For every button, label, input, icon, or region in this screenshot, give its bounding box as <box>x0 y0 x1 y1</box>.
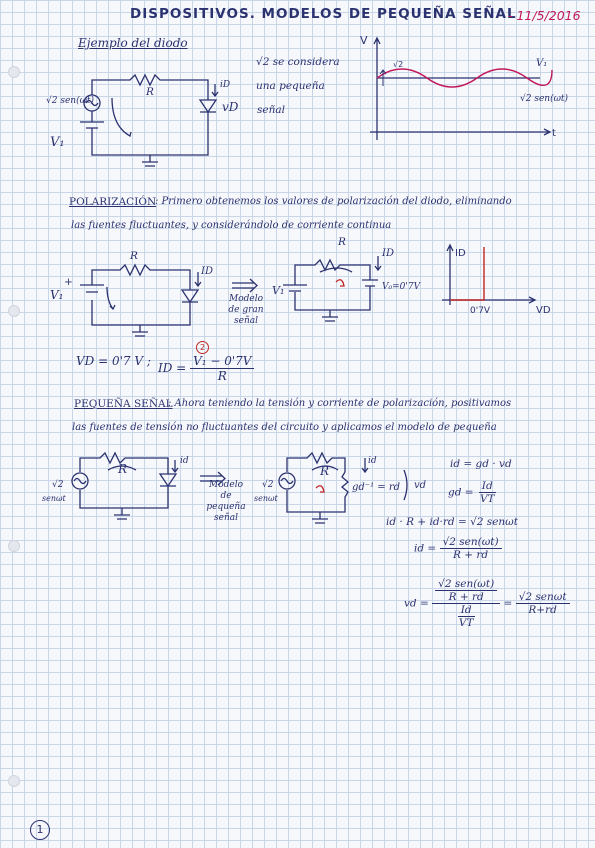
note-line-1: √2 se considera <box>256 56 340 68</box>
polarizacion-text-line-1: : Primero obtenemos los valores de polarización del diodo, eliminando <box>155 196 512 207</box>
section-heading-example: Ejemplo del diodo <box>78 36 188 50</box>
page-date: - 11/5/2016 <box>508 8 581 23</box>
dc-battery-label: V₁ <box>50 288 64 302</box>
diode-voltage-word: señal <box>257 104 285 116</box>
battery-label: V₁ <box>50 135 65 150</box>
diode-current-label: iD <box>220 80 231 90</box>
polarizacion-text-line-2: las fuentes fluctuantes, y considerándolo de corriente continua <box>71 220 392 231</box>
ss-source-label: √2 <box>52 480 64 490</box>
page-number: 1 <box>30 820 50 840</box>
eq-id-result: id = $\frac{\text{√2 sen(ωt)}}{R + rd}$ <box>414 536 502 561</box>
eq-vd: VD = 0'7 V ; <box>76 354 151 368</box>
eq-id: ID = $\frac{\text{V₁ − 0'7V}}{R}$ <box>158 354 254 383</box>
dc-current-label: ID <box>201 266 213 277</box>
page-title: DISPOSITIVOS. MODELOS DE PEQUEÑA SEÑAL <box>130 6 517 22</box>
section-heading-polarizacion: POLARIZACIÓN <box>69 196 157 208</box>
ss-current-label: id <box>180 456 189 466</box>
model-source-label: V₀=0'7V <box>382 282 421 292</box>
eq-id-gd: id = gd · vd <box>450 458 512 470</box>
dc-plus: + <box>64 276 73 288</box>
ssm-source-word: senωt <box>254 494 278 503</box>
pequena-text-line-1: : Ahora teniendo la tensión y corriente de polarización, positivamos <box>168 398 512 409</box>
model-battery-label: V₁ <box>272 284 285 297</box>
ssm-source-label: √2 <box>262 480 274 490</box>
small-signal-model-label: Modelo de pequeña señal <box>206 480 246 523</box>
graph-v1-label: V₁ <box>536 58 548 69</box>
large-signal-model-label: Modelo de gran señal <box>228 294 264 326</box>
graph-amplitude-label: √2 <box>393 60 404 69</box>
model-current-label: ID <box>382 248 394 259</box>
ss-source-word: senωt <box>42 494 66 503</box>
source-label: √2 sen(ωt) <box>46 96 95 106</box>
resistor-label: R <box>146 86 154 98</box>
ssm-vd-label: vd <box>414 480 427 491</box>
eq-mesh: id · R + id·rd = √2 senωt <box>386 516 518 528</box>
graph-signal-label: √2 sen(ωt) <box>520 94 569 104</box>
eq-gd: gd = $\frac{Id}{VT}$ <box>448 480 495 505</box>
ss-resistor-label: R <box>118 462 128 476</box>
dc-resistor-label: R <box>130 250 138 262</box>
pequena-text-line-2: las fuentes de tensión no fluctuantes del circuito y aplicamos el modelo de pequeña <box>72 422 497 433</box>
eq-marker: 2 <box>196 341 209 354</box>
diode-voltage-label: vD <box>222 100 239 114</box>
note-line-2: una pequeña <box>256 80 325 92</box>
iv-x-axis-label: VD <box>536 305 551 316</box>
section-heading-pequena-senal: PEQUEÑA SEÑAL <box>74 398 173 410</box>
ssm-gd-label: gd⁻¹ = rd <box>352 482 401 493</box>
model-resistor-label: R <box>338 236 346 248</box>
iv-x-tick: 0'7V <box>470 306 491 316</box>
graph-y-axis-label: V <box>360 34 368 47</box>
ssm-current-label: id <box>368 456 377 466</box>
ssm-resistor-label: R <box>320 464 330 478</box>
iv-y-axis-label: ID <box>455 248 466 259</box>
eq-vd-result: vd = $\frac{\frac{\text{√2 sen(ωt)}}{R + rd}}{\frac{Id}{VT}}$ = $\frac{\text{√2 senωt}}{R+rd}$ <box>404 578 570 629</box>
graph-x-axis-label: t <box>552 128 556 139</box>
